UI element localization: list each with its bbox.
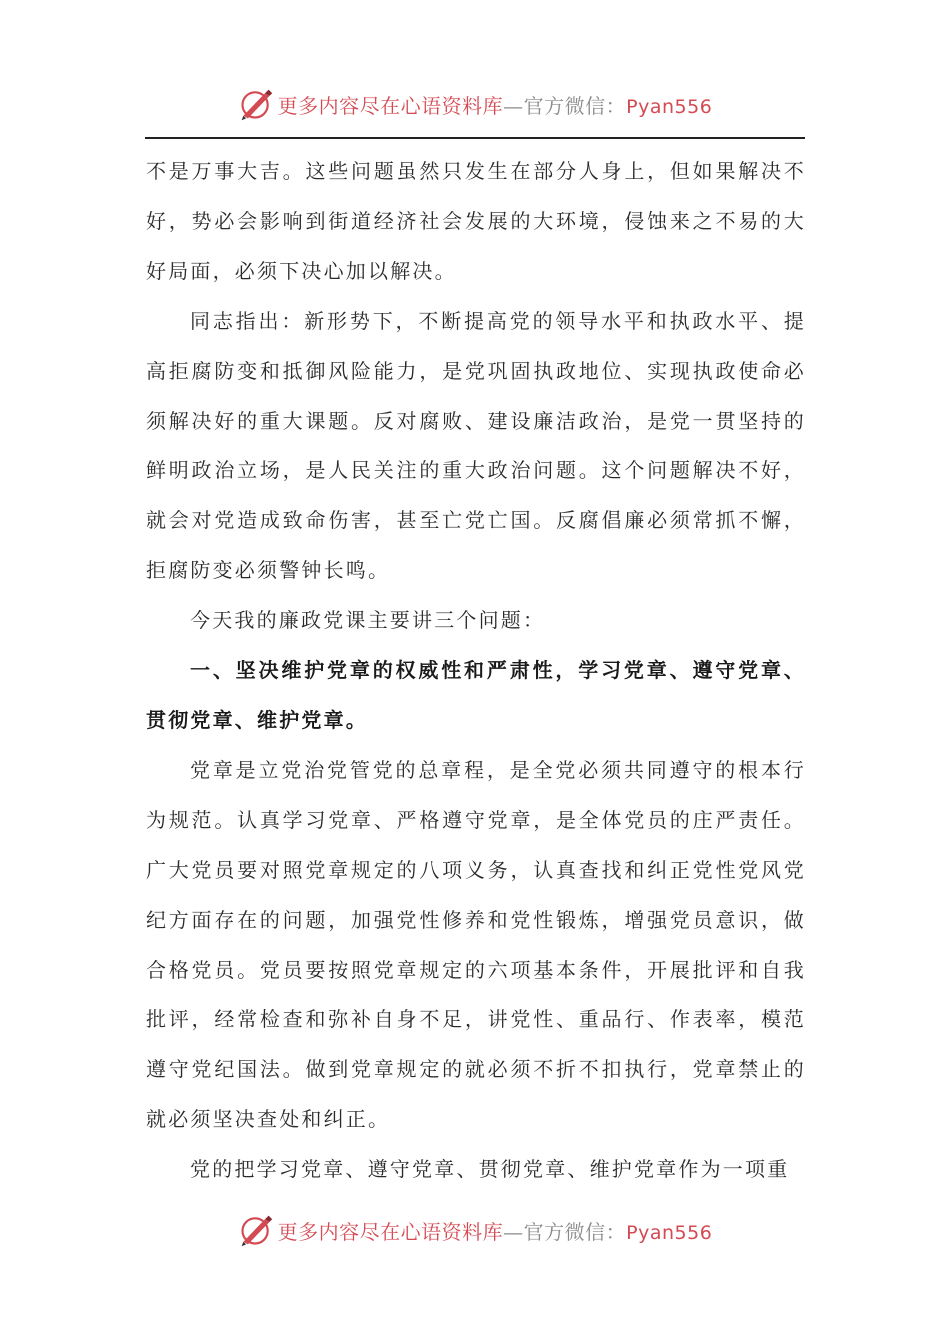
pen-logo-icon bbox=[238, 86, 274, 122]
pen-logo-icon bbox=[238, 1212, 274, 1248]
body-paragraph: 党的把学习党章、遵守党章、贯彻党章、维护党章作为一项重 bbox=[190, 1157, 790, 1182]
body-paragraph: 党章是立党治党管党的总章程，是全党必须共同遵守的根本行为规范。认真学习党章、严格遵守党章，是全体党员的庄严责任。广大党员要对照党章规定的八项义务，认真查找和纠正党性党风党纪方面存在的问题，加强党性修养和党性锻炼，增强党员意识，做合格党员。党员要按照党章规定的六项基本条件，开展批评和自我批评，经常检查和弥补自身不足，讲党性、重品行、作表率，模范遵守党纪国法。做到党章规定的就必须不折不扣执行，党章禁止的就必须坚决查处和纠正。 bbox=[146, 757, 806, 1132]
header-text: 更多内容尽在心语资料库—官方微信：Pyan556 bbox=[277, 93, 713, 118]
footer-text: 更多内容尽在心语资料库—官方微信：Pyan556 bbox=[277, 1219, 713, 1244]
document-body bbox=[146, 147, 806, 1195]
page-footer-banner bbox=[0, 1210, 950, 1250]
header-divider bbox=[145, 137, 805, 139]
body-paragraph: 今天我的廉政党课主要讲三个问题： bbox=[190, 608, 546, 633]
body-paragraph: 不是万事大吉。这些问题虽然只发生在部分人身上，但如果解决不好，势必会影响到街道经济社会发展的大环境，侵蚀来之不易的大好局面，必须下决心加以解决。 bbox=[146, 159, 806, 283]
page-header-banner bbox=[0, 84, 950, 124]
section-heading: 一、坚决维护党章的权威性和严肃性，学习党章、遵守党章、贯彻党章、维护党章。 bbox=[146, 658, 806, 732]
body-paragraph: 同志指出：新形势下，不断提高党的领导水平和执政水平、提高拒腐防变和抵御风险能力，是党巩固执政地位、实现执政使命必须解决好的重大课题。反对腐败、建设廉洁政治，是党一贯坚持的鲜明政治立场，是人民关注的重大政治问题。这个问题解决不好，就会对党造成致命伤害，甚至亡党亡国。反腐倡廉必须常抓不懈，拒腐防变必须警钟长鸣。 bbox=[146, 308, 806, 583]
